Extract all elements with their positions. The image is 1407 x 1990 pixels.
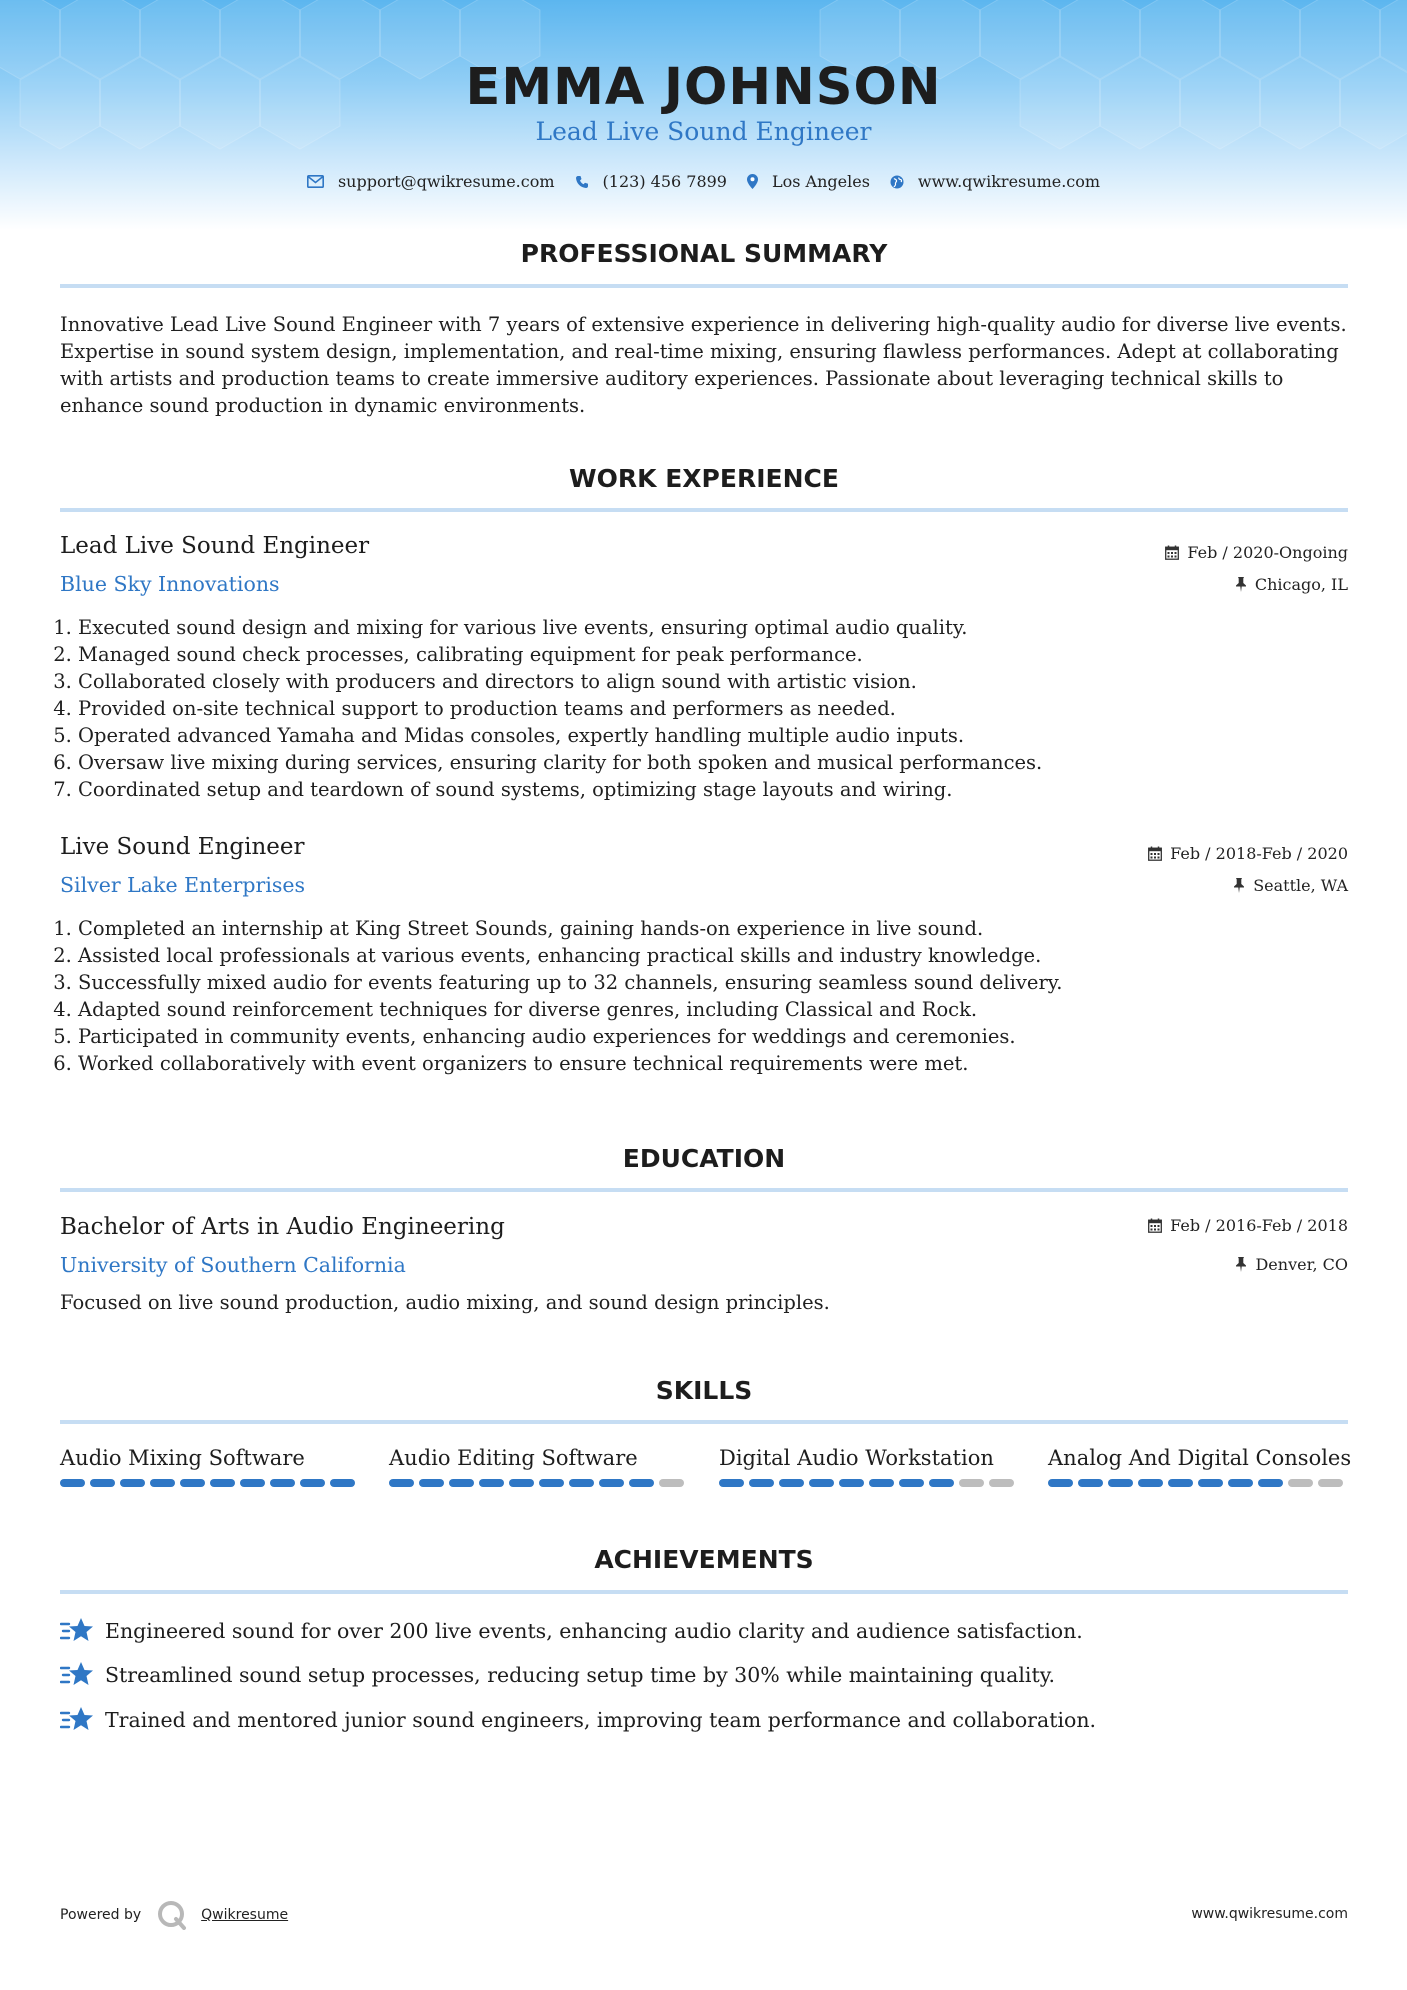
education-location <box>1235 1255 1348 1274</box>
achievement-text: Trained and mentored junior sound engineers, improving team performance and collaboration. <box>105 1708 1097 1732</box>
candidate-title: Lead Live Sound Engineer <box>535 117 872 146</box>
job-role: Live Sound Engineer <box>60 834 305 860</box>
list-item: 3. Collaborated closely with producers and directors to align sound with artistic vision. <box>78 668 1368 695</box>
education-description: Focused on live sound production, audio mixing, and sound design principles. <box>60 1291 830 1314</box>
education-dates <box>1148 1216 1348 1235</box>
education-dates-text: Feb / 2016-Feb / 2018 <box>1170 1216 1348 1235</box>
skill-name: Analog And Digital Consoles <box>1048 1446 1352 1470</box>
job-company: Blue Sky Innovations <box>60 572 280 596</box>
list-item: 1. Executed sound design and mixing for various live events, ensuring optimal audio quality. <box>78 614 1368 641</box>
contact-location <box>747 172 870 191</box>
skill-segment-filled <box>509 1479 534 1487</box>
skill-segment-filled <box>389 1479 414 1487</box>
contact-bar <box>0 172 1407 191</box>
achievement-item <box>60 1660 1055 1690</box>
shooting-star-icon <box>60 1616 94 1646</box>
achievement-text: Streamlined sound setup processes, reducing setup time by 30% while maintaining quality. <box>105 1663 1056 1687</box>
job-dates-text: Feb / 2020-Ongoing <box>1187 543 1348 562</box>
calendar-icon <box>1165 545 1179 560</box>
skill-segment-empty <box>659 1479 684 1487</box>
skill-segment-filled <box>839 1479 864 1487</box>
list-item: 5. Participated in community events, enhancing audio experiences for weddings and ceremonies. <box>78 1023 1368 1050</box>
skill-segment-filled <box>180 1479 205 1487</box>
education-school: University of Southern California <box>60 1253 406 1277</box>
contact-phone[interactable] <box>575 172 727 191</box>
pushpin-icon <box>1235 1257 1247 1272</box>
skill-segment-filled <box>869 1479 894 1487</box>
shooting-star-icon <box>60 1705 94 1735</box>
skill-segment-filled <box>449 1479 474 1487</box>
globe-icon <box>890 175 904 189</box>
section-title-experience: WORK EXPERIENCE <box>569 464 839 493</box>
education-degree: Bachelor of Arts in Audio Engineering <box>60 1214 505 1240</box>
contact-location-text: Los Angeles <box>771 172 870 191</box>
qwikresume-logo-icon <box>157 1900 187 1930</box>
skill-segment-filled <box>1138 1479 1163 1487</box>
phone-icon <box>575 175 589 189</box>
skill-segment-filled <box>629 1479 654 1487</box>
skill-segment-filled <box>330 1479 355 1487</box>
skill-segment-empty <box>959 1479 984 1487</box>
skill-item <box>60 1446 360 1487</box>
skill-segment-filled <box>1198 1479 1223 1487</box>
skill-segment-filled <box>120 1479 145 1487</box>
contact-email-text: support@qwikresume.com <box>337 172 555 191</box>
skill-segment-filled <box>1108 1479 1133 1487</box>
pushpin-icon <box>1233 878 1245 893</box>
calendar-icon <box>1148 846 1162 861</box>
map-marker-icon <box>747 174 758 189</box>
skill-segment-filled <box>569 1479 594 1487</box>
list-item: 2. Managed sound check processes, calibrating equipment for peak performance. <box>78 641 1368 668</box>
list-item: 4. Provided on-site technical support to production teams and performers as needed. <box>78 695 1368 722</box>
skill-segment-filled <box>1258 1479 1283 1487</box>
job-location-text: Seattle, WA <box>1253 876 1348 895</box>
skill-segment-filled <box>419 1479 444 1487</box>
job-location <box>1235 575 1348 594</box>
list-item: 6. Oversaw live mixing during services, ensuring clarity for both spoken and musical performances. <box>78 749 1368 776</box>
section-divider <box>60 1590 1348 1594</box>
footer-powered-by <box>60 1900 288 1930</box>
job-dates <box>1148 844 1348 863</box>
job-location-text: Chicago, IL <box>1254 575 1348 594</box>
calendar-icon <box>1148 1218 1162 1233</box>
section-title-skills: SKILLS <box>655 1376 753 1405</box>
contact-website[interactable] <box>890 172 1100 191</box>
contact-website-text: www.qwikresume.com <box>917 172 1101 191</box>
job-bullet-list <box>60 915 1368 1077</box>
job-bullet-list <box>60 614 1368 803</box>
section-divider <box>60 1188 1348 1192</box>
skill-segment-filled <box>539 1479 564 1487</box>
job-dates-text: Feb / 2018-Feb / 2020 <box>1170 844 1348 863</box>
shooting-star-icon <box>60 1660 94 1690</box>
skill-segment-filled <box>150 1479 175 1487</box>
skill-name: Digital Audio Workstation <box>719 1446 994 1470</box>
skill-segment-empty <box>989 1479 1014 1487</box>
envelope-icon <box>307 175 324 188</box>
achievement-item <box>60 1616 1083 1646</box>
section-divider <box>60 284 1348 288</box>
skill-segment-empty <box>1318 1479 1343 1487</box>
list-item: 2. Assisted local professionals at various events, enhancing practical skills and industry knowledge. <box>78 942 1368 969</box>
skill-segment-empty <box>1288 1479 1313 1487</box>
list-item: 1. Completed an internship at King Street Sounds, gaining hands-on experience in live sound. <box>78 915 1368 942</box>
skill-segment-filled <box>779 1479 804 1487</box>
powered-by-label: Powered by <box>60 1907 142 1923</box>
contact-phone-text: (123) 456 7899 <box>602 172 727 191</box>
job-dates <box>1165 543 1348 562</box>
skill-segment-filled <box>749 1479 774 1487</box>
skill-segment-filled <box>809 1479 834 1487</box>
footer-website-link[interactable]: www.qwikresume.com <box>1191 1906 1348 1922</box>
skill-segment-filled <box>929 1479 954 1487</box>
skill-segment-filled <box>90 1479 115 1487</box>
skill-segment-filled <box>1168 1479 1193 1487</box>
skill-segment-filled <box>240 1479 265 1487</box>
skill-segment-filled <box>899 1479 924 1487</box>
job-company: Silver Lake Enterprises <box>60 873 306 897</box>
skill-level-bar <box>60 1479 360 1487</box>
skill-item <box>389 1446 689 1487</box>
skill-segment-filled <box>210 1479 235 1487</box>
list-item: 7. Coordinated setup and teardown of sound systems, optimizing stage layouts and wiring. <box>78 776 1368 803</box>
section-title-education: EDUCATION <box>622 1144 786 1173</box>
section-title-achievements: ACHIEVEMENTS <box>594 1545 814 1574</box>
skill-segment-filled <box>479 1479 504 1487</box>
skill-level-bar <box>719 1479 1019 1487</box>
candidate-name: EMMA JOHNSON <box>465 58 942 117</box>
job-role: Lead Live Sound Engineer <box>60 533 370 559</box>
skill-name: Audio Mixing Software <box>60 1446 305 1470</box>
skill-segment-filled <box>300 1479 325 1487</box>
skill-segment-filled <box>1078 1479 1103 1487</box>
section-divider <box>60 1420 1348 1424</box>
education-location-text: Denver, CO <box>1255 1255 1348 1274</box>
summary-text: Innovative Lead Live Sound Engineer with 7 years of extensive experience in delivering high-quality audio for diverse live events. Expertise in sound system design, implementation, and real-time mixing, ensuring flawless performances. Adept at collaborating with artists and production teams to create immersive auditory experiences. Passionate about leveraging technical skills to enhance sound production in dynamic environments. <box>60 313 1347 417</box>
job-location <box>1233 876 1348 895</box>
list-item: 4. Adapted sound reinforcement techniques for diverse genres, including Classical and Rock. <box>78 996 1368 1023</box>
list-item: 3. Successfully mixed audio for events featuring up to 32 channels, ensuring seamless sound delivery. <box>78 969 1368 996</box>
section-divider <box>60 508 1348 512</box>
skill-level-bar <box>1048 1479 1348 1487</box>
skill-name: Audio Editing Software <box>389 1446 638 1470</box>
skill-segment-filled <box>270 1479 295 1487</box>
skill-segment-filled <box>719 1479 744 1487</box>
skill-item <box>719 1446 1019 1487</box>
section-title-summary: PROFESSIONAL SUMMARY <box>520 239 888 268</box>
skill-segment-filled <box>60 1479 85 1487</box>
qwikresume-link[interactable]: Qwikresume <box>201 1907 289 1923</box>
skill-item <box>1048 1446 1352 1487</box>
skill-segment-filled <box>1048 1479 1073 1487</box>
list-item: 5. Operated advanced Yamaha and Midas consoles, expertly handling multiple audio inputs. <box>78 722 1368 749</box>
list-item: 6. Worked collaboratively with event organizers to ensure technical requirements were met. <box>78 1050 1368 1077</box>
pushpin-icon <box>1235 577 1247 592</box>
contact-email[interactable] <box>307 172 555 191</box>
skill-segment-filled <box>599 1479 624 1487</box>
achievement-text: Engineered sound for over 200 live events, enhancing audio clarity and audience satisfaction. <box>105 1619 1083 1643</box>
skill-segment-filled <box>1228 1479 1253 1487</box>
achievement-item <box>60 1705 1096 1735</box>
skill-level-bar <box>389 1479 689 1487</box>
